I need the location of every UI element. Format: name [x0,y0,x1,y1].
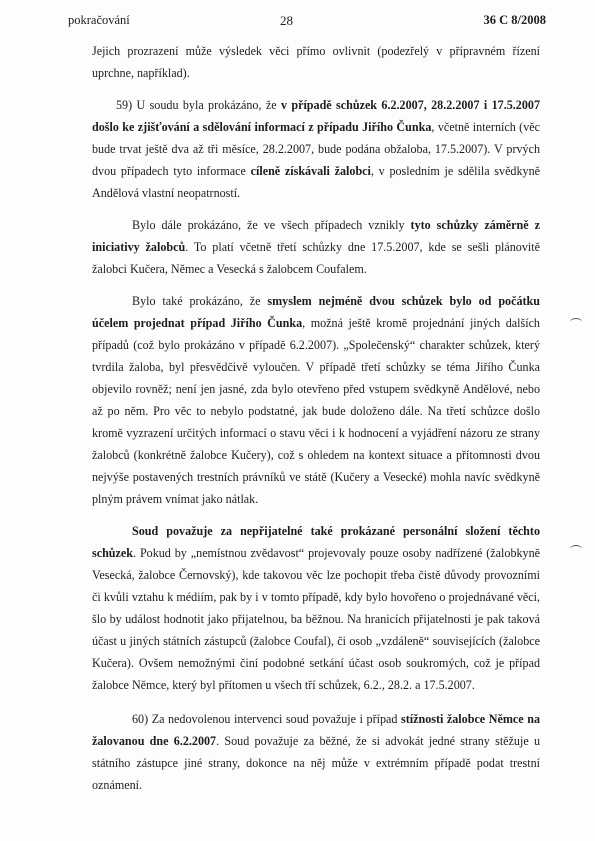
text-run: . Soud považuje za běžné, že si advokát jedné strany stěžuje u státního zástupce jiné strany, dokonce na něj může v extrémním případě podat trestní oznámení. [92,734,541,792]
text-run: Bylo dále prokázáno, že ve všech případech vznikly [132,218,411,232]
emphasized-text: v případě schůzek 6.2.2007, 28.2.2007 i 17.5.2007 došlo ke zjišťování a sdělování informací z případu Jiřího Čunka [92,98,540,134]
paragraph-60 [92,708,540,796]
emphasized-text: smyslem nejméně dvou schůzek bylo od počátku účelem projednat případ Jiřího Čunka [92,294,540,330]
case-number: 36 C 8/2008 [483,13,546,27]
emphasized-text: stížnosti žalobce Němce na žalovanou dne 6.2.2007 [92,712,540,748]
text-run: Jejich prozrazení může výsledek věci přímo ovlivnit (podezřelý v přípravném řízení uprchne, například). [92,44,540,80]
paragraph-59-composition [92,520,540,696]
continuation-label: pokračování [68,13,130,27]
paragraph-59-initiative [92,214,540,280]
text-run: 59) U soudu byla prokázáno, že [116,98,281,112]
emphasized-text: cíleně získávali žalobci [250,164,371,178]
emphasized-text: tyto schůzky záměrně z iniciativy žalobců [92,218,540,254]
page-header [68,13,546,31]
paragraph-59-purpose [92,290,540,510]
document-body [92,40,540,806]
text-run: . To platí včetně třetí schůzky dne 17.5.2007, kde se sešli plánovitě žalobci Kučera, Němec a Vesecká s žalobcem Coufalem. [92,240,540,276]
margin-mark [570,318,582,326]
text-run: 60) Za nedovolenou intervenci soud považuje i případ [132,712,401,726]
emphasized-text: Soud považuje za nepřijatelné také prokázané personální složení těchto schůzek [92,524,540,560]
text-run: , včetně interních (věc bude trvat ještě dva až tři měsíce, 28.2.2007, bude podána obžaloba, 17.5.2007). V prvých dvou případech tyto informace [92,120,540,178]
text-run: , možná ještě kromě projednání jiných dalších případů (což bylo prokázáno v případě 6.2.2007). „Společenský“ charakter schůzek, který tvrdila žaloba, byl přesvědčivě vyloučen. V případě třetí schůzky se téma Jiřího Čunka objevilo rovněž; není jen jasné, zda bylo otevřeno před vstupem svědkyně Andělové, nebo až po něm. Pro věc to nebylo podstatné, jak bude doloženo dále. Na třetí schůzce došlo kromě vyzrazení určitých informací o stavu věci i k hodnocení a vyjádření názoru ze strany žalobců (konkrétně žalobce Kučery), což s ohledem na kontext situace a přítomnosti dvou nejvýše postavených trestních právníků ve státě (Kučery a Vesecké) mohla navíc svědkyně plným právem vnímat jako nátlak. [92,316,540,506]
page-number: 28 [280,13,293,28]
paragraph-continuation [92,40,540,84]
paragraph-59 [92,94,540,204]
text-run: , v posledním je sdělila svědkyně Andělová vlastní neopatrností. [92,164,540,200]
text-run: . Pokud by „nemístnou zvědavost“ projevovaly pouze osoby nadřízené (žalobkyně Vesecká, žalobce Černovský), kde takovou věc lze pochopit třeba čistě důvody provozními či kvůli vztahu k médiím, pak by i v tomto případě, kdy bylo hovořeno o projednávané věci, šlo by událost hodnotit jako přijatelnou, ba běžnou. Na hranicích přijatelnosti je pak taková účast u jiných státních zástupců (žalobce Coufal), či osob „vzdáleně“ souvisejících (žalobce Kučera). Ovšem nemožnými činí podobné setkání účast osob soukromých, což je případ žalobce Němce, který byl přítomen u všech tří schůzek, 6.2., 28.2. a 17.5.2007. [92,546,540,692]
text-run: Bylo také prokázáno, že [132,294,268,308]
margin-mark [570,545,582,553]
